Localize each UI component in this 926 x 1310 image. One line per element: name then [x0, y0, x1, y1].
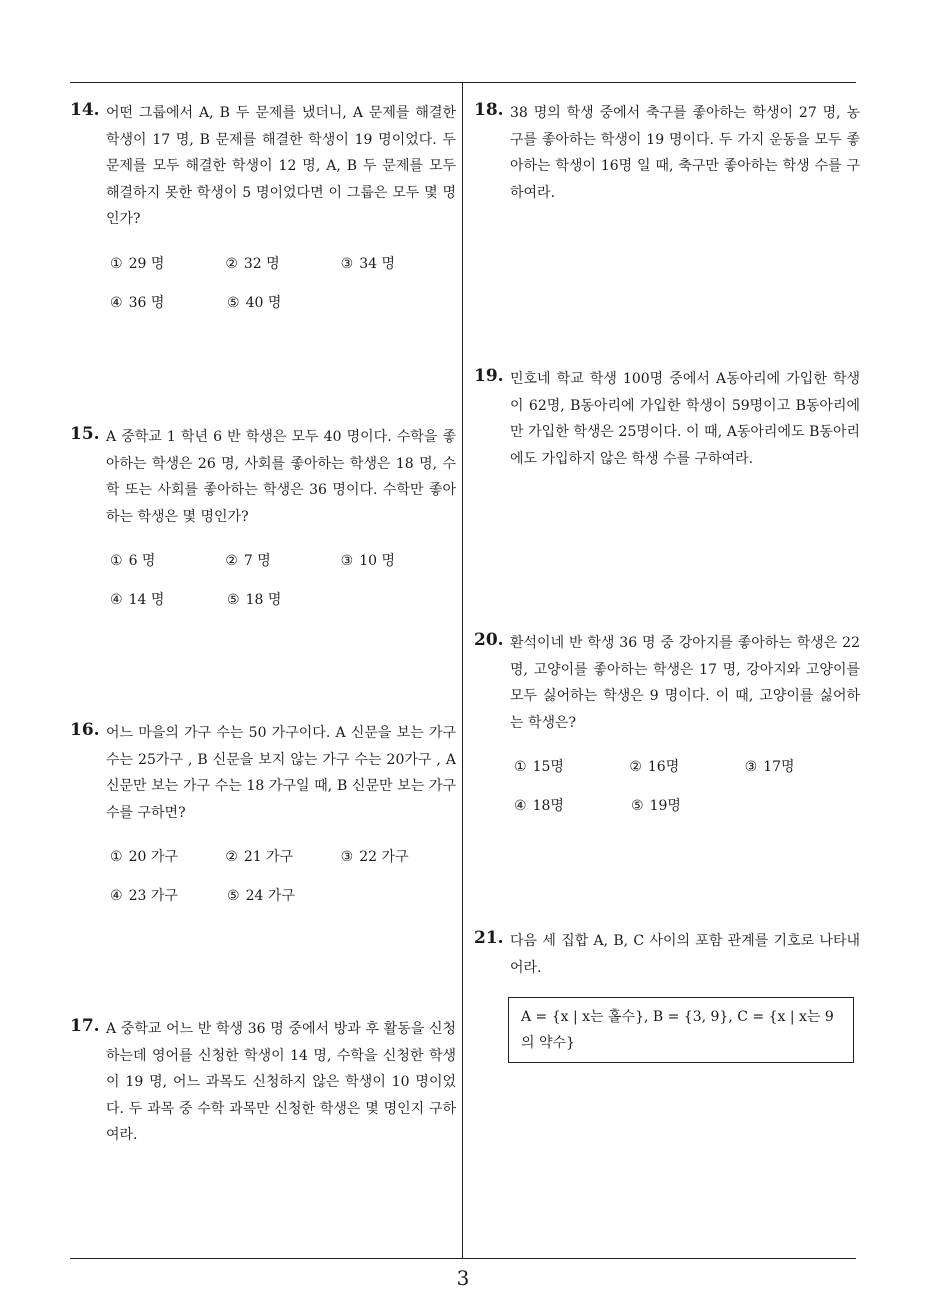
choice-4[interactable]: ④ 14 명 — [110, 592, 165, 608]
answer-choices — [514, 756, 860, 834]
question-text: 민호네 학교 학생 100명 중에서 A동아리에 가입한 학생이 62명, B동아리에 가입한 학생이 59명이고 B동아리에만 가입한 학생은 25명이다. 이 때, A동아리에도 B동아리에도 가입하지 않은 학생 수를 구하여라. — [510, 371, 860, 467]
choice-4[interactable]: ④ 36 명 — [110, 294, 165, 311]
question-number: 14. — [70, 100, 100, 120]
question-20 — [474, 630, 860, 834]
question-number: 17. — [70, 1016, 100, 1036]
choice-5[interactable]: ⑤ 40 명 — [227, 294, 282, 311]
bottom-rule — [70, 1258, 856, 1259]
choice-5[interactable]: ⑤ 19명 — [631, 798, 681, 814]
question-text: 다음 세 집합 A, B, C 사이의 포함 관계를 기호로 나타내어라. — [510, 933, 860, 976]
question-text: A 중학교 어느 반 학생 36 명 중에서 방과 후 활동을 신청하는데 영어를 신청한 학생이 14 명, 수학을 신청한 학생이 19 명, 어느 과목도 신청하지 않은 학생이 10 명이었다. 두 과목 중 수학 과목만 신청한 학생은 몇 명인지 구하여라. — [106, 1021, 456, 1143]
top-rule — [70, 82, 856, 83]
question-14 — [70, 100, 456, 331]
question-text: 환석이네 반 학생 36 명 중 강아지를 좋아하는 학생은 22 명, 고양이를 좋아하는 학생은 17 명, 강아지와 고양이를 모두 싫어하는 학생은 9 명이다. 이 때, 고양이를 싫어하는 학생은? — [510, 635, 860, 731]
question-text: 38 명의 학생 중에서 축구를 좋아하는 학생이 27 명, 농구를 좋아하는 학생이 19 명이다. 두 가지 운동을 모두 좋아하는 학생이 16명 일 때, 축구만 좋아하는 학생 수를 구하여라. — [510, 105, 860, 201]
choice-2[interactable]: ② 21 가구 — [225, 849, 294, 865]
choice-1[interactable]: ① 20 가구 — [110, 849, 178, 865]
page-number: 3 — [456, 1266, 470, 1290]
question-number: 15. — [70, 424, 100, 444]
choice-1[interactable]: ① 29 명 — [110, 255, 165, 272]
choice-3[interactable]: ③ 10 명 — [340, 553, 396, 569]
question-16 — [70, 720, 456, 924]
answer-choices — [110, 253, 456, 331]
choice-1[interactable]: ① 6 명 — [110, 553, 156, 569]
question-number: 18. — [474, 100, 504, 120]
answer-choices — [110, 846, 456, 924]
question-text: 어떤 그룹에서 A, B 두 문제를 냈더니, A 문제를 해결한 학생이 17 명, B 문제를 해결한 학생이 19 명이었다. 두 문제를 모두 해결한 학생이 12 명, A, B 두 문제를 모두 해결하지 못한 학생이 5 명이었다면 이 그룹은 모두 몇 명인가? — [106, 105, 456, 227]
set-definition-box: A = {x | x는 홀수}, B = {3, 9}, C = {x | x는 9의 약수} — [508, 997, 854, 1063]
question-number: 19. — [474, 366, 504, 386]
choice-1[interactable]: ① 15명 — [514, 759, 564, 775]
choice-2[interactable]: ② 7 명 — [225, 553, 271, 569]
question-15 — [70, 424, 456, 628]
question-21 — [474, 928, 860, 1063]
answer-choices — [110, 550, 456, 628]
question-number: 21. — [474, 928, 504, 948]
question-19 — [474, 366, 860, 472]
question-text: A 중학교 1 학년 6 반 학생은 모두 40 명이다. 수학을 좋아하는 학생은 26 명, 사회를 좋아하는 학생은 18 명, 수학 또는 사회를 좋아하는 학생은 36 명이다. 수학만 좋아하는 학생은 몇 명인가? — [106, 429, 456, 525]
question-number: 20. — [474, 630, 504, 650]
choice-3[interactable]: ③ 17명 — [744, 759, 795, 775]
question-text: 어느 마을의 가구 수는 50 가구이다. A 신문을 보는 가구 수는 25가구 , B 신문을 보지 않는 가구 수는 20가구 , A 신문만 보는 가구 수는 18 가구일 때, B 신문만 보는 가구 수를 구하면? — [106, 725, 456, 821]
choice-4[interactable]: ④ 18명 — [514, 798, 564, 814]
choice-3[interactable]: ③ 34 명 — [340, 255, 396, 272]
choice-5[interactable]: ⑤ 24 가구 — [227, 888, 295, 904]
choice-3[interactable]: ③ 22 가구 — [340, 849, 409, 865]
choice-2[interactable]: ② 32 명 — [225, 255, 280, 272]
question-18 — [474, 100, 860, 206]
choice-4[interactable]: ④ 23 가구 — [110, 888, 178, 904]
question-17 — [70, 1016, 456, 1149]
column-divider — [462, 82, 463, 1258]
choice-5[interactable]: ⑤ 18 명 — [227, 592, 282, 608]
question-number: 16. — [70, 720, 100, 740]
choice-2[interactable]: ② 16명 — [629, 759, 680, 775]
